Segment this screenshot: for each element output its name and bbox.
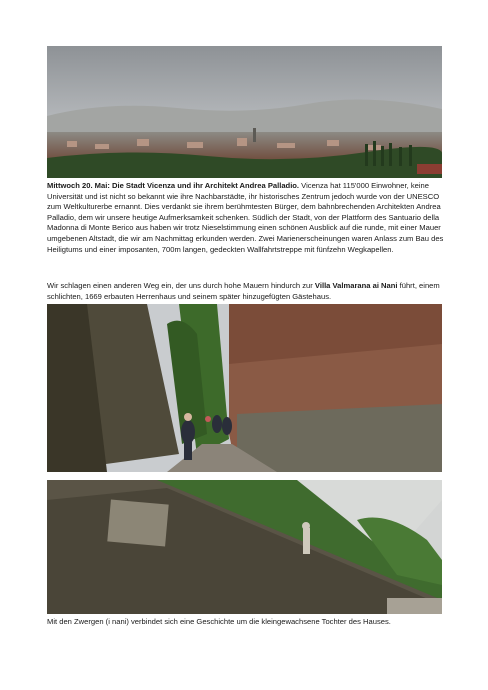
villa-text-after: führt, einem schlichten, 1669 erbauten Herrenhaus und seinem später hinzugefügten Gästehaus. — [47, 281, 440, 301]
day-heading: Mittwoch 20. Mai: Die Stadt Vicenza und ihr Architekt Andrea Palladio. — [47, 181, 300, 190]
photo-caption: Mit den Zwergen (i nani) verbindet sich eine Geschichte um die kleingewachsene Tochter des Hauses. — [47, 617, 391, 626]
intro-paragraph — [47, 181, 445, 255]
vicenza-panorama-photo — [47, 46, 442, 178]
villa-text-before: Wir schlagen einen anderen Weg ein, der uns durch hohe Mauern hindurch zur — [47, 281, 315, 290]
walled-path-photo — [47, 304, 442, 472]
stone-wall-photo — [47, 480, 442, 614]
villa-name: Villa Valmarana ai Nani — [314, 281, 398, 290]
intro-text: Vicenza hat 115'000 Einwohner, keine Universität und ist nicht so bekannt wie ihre Nachbarstädte, ihr historisches Zentrum jedoch wurde von der UNESCO zum Weltkulturerbe ernannt. Dies verdankt sie ihrem berühmtesten Bürger, dem bahnbrechenden Architekten Andrea Palladio, dem wir unsere heutige Aufmerksamkeit schenken. Südlich der Stadt, von der Plattform des Santuario della Madonna di Monte Berico aus haben wir trotz Nieselstimmung einen schönen Ausblick auf die runde, mit einer Mauer umgebenen Altstadt, die wir am Nachmittag erkunden werden. Zwei Marienerscheinungen waren Anlass zum Bau des Heiligtums und einer imposanten, 700m langen, gedeckten Wallfahrtstreppe mit fünfzehn Wegkapellen. — [47, 181, 444, 254]
villa-paragraph — [47, 281, 445, 302]
